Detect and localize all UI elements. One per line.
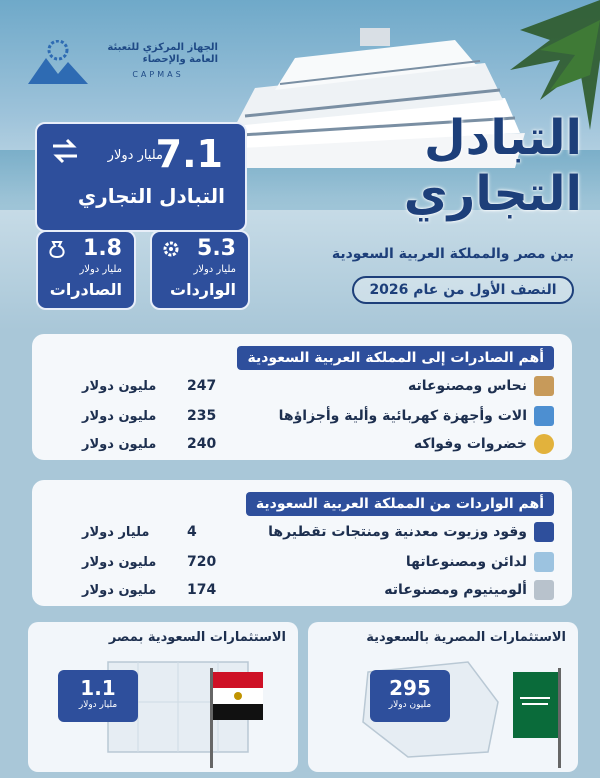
total-trade-unit: مليار دولار bbox=[107, 148, 163, 163]
fruits-basket-icon bbox=[534, 434, 554, 454]
electrical-devices-icon bbox=[534, 406, 554, 426]
export-item-label: الات وأجهزة كهربائية وألية وأجزاؤها bbox=[278, 408, 527, 424]
aluminium-bars-icon bbox=[534, 580, 554, 600]
top-exports-panel bbox=[32, 334, 572, 460]
egypt-flag-icon bbox=[208, 658, 268, 768]
oil-barrels-icon bbox=[534, 522, 554, 542]
import-item-unit: مليار دولار bbox=[82, 525, 150, 540]
egypt-investments-value: 295 bbox=[389, 676, 431, 700]
saudi-flag-icon bbox=[508, 658, 568, 768]
import-item-unit: مليون دولار bbox=[82, 583, 157, 598]
imports-value: 5.3 bbox=[197, 236, 236, 261]
exchange-arrows-icon bbox=[49, 136, 81, 166]
export-item-unit: مليون دولار bbox=[82, 409, 157, 424]
export-item-unit: مليون دولار bbox=[82, 379, 157, 394]
capmas-logo bbox=[28, 40, 238, 90]
period-badge: النصف الأول من عام 2026 bbox=[352, 276, 574, 304]
export-item-value: 240 bbox=[187, 436, 217, 452]
import-item-unit: مليون دولار bbox=[82, 555, 157, 570]
saudi-investments-value: 1.1 bbox=[80, 676, 116, 700]
egypt-investments-title: الاستثمارات المصرية بالسعودية bbox=[366, 630, 566, 645]
money-bag-icon bbox=[46, 238, 68, 260]
total-trade-value: 7.1 bbox=[155, 132, 223, 176]
import-item-label: ألومينيوم ومصنوعاته bbox=[384, 582, 527, 598]
export-item-label: خضروات وفواكه bbox=[413, 436, 527, 452]
import-item-label: وقود وزيوت معدنية ومنتجات تقطيرها bbox=[268, 524, 527, 540]
exports-label: الصادرات bbox=[49, 280, 122, 299]
egypt-investments-badge bbox=[370, 670, 450, 722]
total-trade-box bbox=[35, 122, 247, 232]
saudi-investments-badge bbox=[58, 670, 138, 722]
top-imports-title: أهم الواردات من المملكة العربية السعودية bbox=[246, 492, 554, 516]
headline-line-1: التبادل bbox=[424, 110, 582, 166]
exports-unit: مليار دولار bbox=[79, 264, 122, 275]
exports-box bbox=[36, 230, 136, 310]
import-item-label: لدائن ومصنوعاتها bbox=[405, 554, 527, 570]
egypt-investments-unit: مليون دولار bbox=[388, 700, 432, 710]
total-trade-label: التبادل التجاري bbox=[77, 184, 225, 208]
top-imports-panel bbox=[32, 480, 572, 606]
headline-line-2: التجاري bbox=[403, 166, 582, 222]
exports-value: 1.8 bbox=[83, 236, 122, 261]
copper-coil-icon bbox=[534, 376, 554, 396]
export-item-value: 247 bbox=[187, 378, 217, 394]
imports-unit: مليار دولار bbox=[193, 264, 236, 275]
import-item-value: 4 bbox=[187, 524, 197, 540]
egypt-investments-card bbox=[308, 622, 578, 772]
import-item-value: 174 bbox=[187, 582, 217, 598]
export-item-value: 235 bbox=[187, 408, 217, 424]
logo-name: الجهاز المركزي للتعبئة العامة والإحصاء bbox=[107, 42, 218, 65]
saudi-investments-card bbox=[28, 622, 298, 772]
logo-mark-icon bbox=[28, 40, 88, 84]
import-item-value: 720 bbox=[187, 554, 217, 570]
headline bbox=[282, 110, 582, 222]
export-item-label: نحاس ومصنوعاته bbox=[407, 378, 527, 394]
top-exports-title: أهم الصادرات إلى المملكة العربية السعودية bbox=[237, 346, 554, 370]
gear-icon bbox=[160, 238, 182, 260]
saudi-investments-title: الاستثمارات السعودية بمصر bbox=[108, 630, 286, 645]
imports-box bbox=[150, 230, 250, 310]
imports-label: الواردات bbox=[170, 280, 236, 299]
saudi-investments-unit: مليار دولار bbox=[78, 700, 118, 710]
headline-subtitle: بين مصر والمملكة العربية السعودية bbox=[331, 246, 574, 262]
logo-abbr: CAPMAS bbox=[132, 70, 184, 79]
export-item-unit: مليون دولار bbox=[82, 437, 157, 452]
plastics-icon bbox=[534, 552, 554, 572]
